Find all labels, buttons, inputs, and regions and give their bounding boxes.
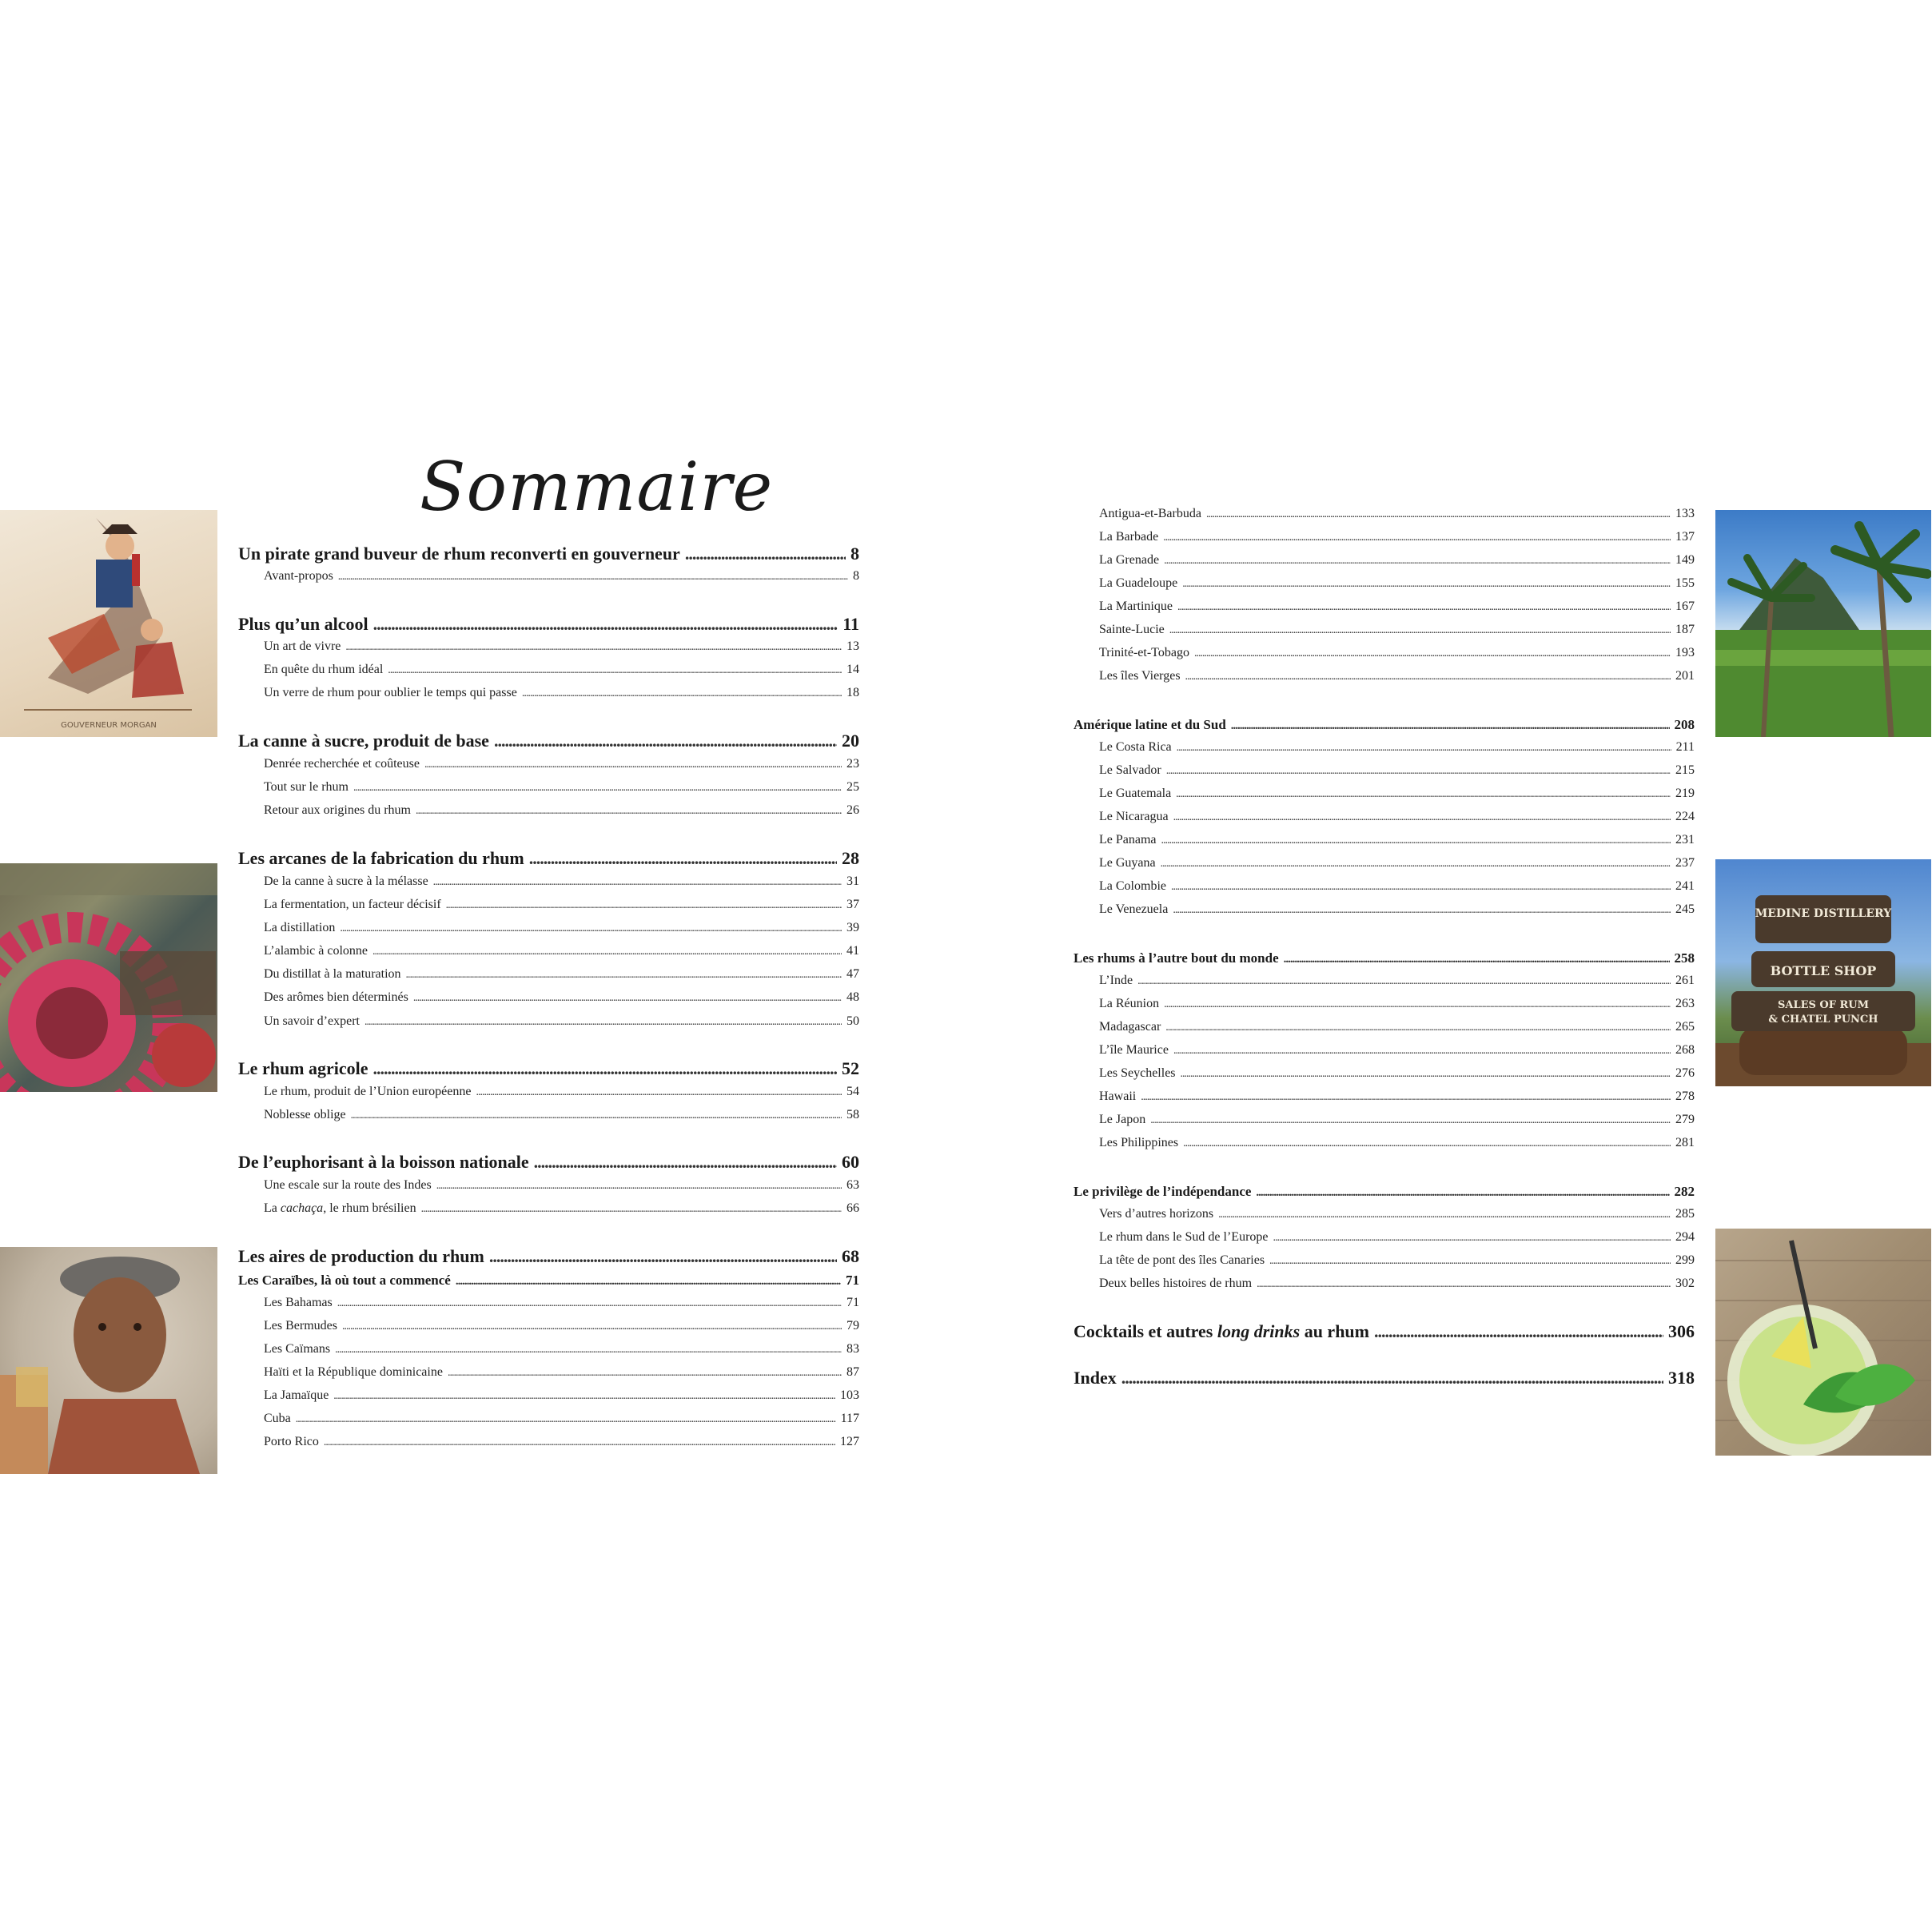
dot-leader	[1185, 671, 1671, 683]
toc-entry-label: La Colombie	[1099, 879, 1166, 893]
toc-entry	[1099, 623, 1695, 636]
toc-section-heading	[1074, 1185, 1695, 1199]
dot-leader	[388, 665, 842, 676]
toc-entry	[264, 991, 859, 1004]
toc-entry	[264, 1297, 859, 1309]
toc-entry	[264, 1202, 859, 1215]
sign-line-2: BOTTLE SHOP	[1770, 963, 1877, 978]
toc-page-number: 302	[1675, 1277, 1695, 1290]
toc-entry	[264, 1389, 859, 1402]
toc-page-number: 245	[1675, 902, 1695, 916]
toc-entry	[264, 1109, 859, 1121]
dot-leader	[1161, 858, 1671, 870]
dot-leader	[1256, 1187, 1669, 1199]
dot-leader	[1166, 766, 1671, 777]
toc-entry	[1099, 857, 1695, 870]
toc-entry-label: Cuba	[264, 1412, 291, 1425]
toc-page-number: 8	[853, 569, 859, 583]
dot-leader	[353, 783, 842, 794]
toc-entry-label: La tête de pont des îles Canaries	[1099, 1253, 1265, 1267]
dot-leader	[1169, 625, 1671, 636]
toc-page-number: 11	[843, 614, 859, 634]
toc-page-number: 281	[1675, 1136, 1695, 1149]
dot-leader	[413, 993, 842, 1004]
toc-page-number: 54	[846, 1085, 859, 1098]
toc-entry-label: La canne à sucre, produit de base	[238, 731, 489, 751]
toc-entry	[264, 781, 859, 794]
dot-leader	[373, 1060, 837, 1078]
toc-page-number: 127	[840, 1435, 859, 1448]
toc-page-number: 263	[1675, 997, 1695, 1010]
toc-entry	[264, 945, 859, 958]
toc-entry-label: La Jamaïque	[264, 1388, 329, 1402]
toc-entry-label: Un savoir d’expert	[264, 1014, 360, 1028]
toc-page-number: 26	[846, 803, 859, 817]
mojito-glass-photo	[1715, 1229, 1931, 1456]
dot-leader	[1173, 1046, 1671, 1057]
toc-entry	[1099, 1208, 1695, 1221]
toc-page-number: 50	[846, 1014, 859, 1028]
toc-entry-label: Un art de vivre	[264, 639, 341, 653]
sign-line-3: SALES OF RUM	[1777, 999, 1870, 1011]
toc-page-number: 155	[1675, 576, 1695, 590]
toc-section-heading	[238, 1153, 859, 1171]
dot-leader	[1181, 1069, 1671, 1080]
dot-leader	[433, 877, 842, 888]
toc-entry-label: Le rhum, produit de l’Union européenne	[264, 1085, 472, 1098]
toc-page-number: 133	[1675, 507, 1695, 520]
dot-leader	[489, 1248, 837, 1265]
toc-entry-label: Le Costa Rica	[1099, 740, 1172, 754]
dot-leader	[1173, 812, 1671, 823]
toc-page-number: 224	[1675, 810, 1695, 823]
toc-entry-label: De la canne à sucre à la mélasse	[264, 874, 428, 888]
dot-leader	[1182, 579, 1671, 590]
toc-label-prefix: La	[264, 1201, 281, 1215]
dot-leader	[1141, 1092, 1671, 1103]
toc-entry	[1099, 741, 1695, 754]
toc-entry	[264, 1179, 859, 1192]
dot-leader	[1121, 1369, 1663, 1387]
dot-leader	[351, 1110, 842, 1121]
toc-page-number: 60	[842, 1152, 859, 1172]
dot-leader	[1150, 1115, 1671, 1126]
toc-entry-label: Des arômes bien déterminés	[264, 990, 408, 1004]
toc-entry-label: Les Bahamas	[264, 1296, 333, 1309]
dot-leader	[421, 1204, 842, 1215]
toc-page-number: 103	[840, 1388, 859, 1402]
toc-section-heading	[238, 850, 859, 867]
toc-entry	[264, 1086, 859, 1098]
old-man-photo	[0, 1247, 217, 1474]
toc-page-number: 31	[846, 874, 859, 888]
toc-entry-label: Les Caraïbes, là où tout a commencé	[238, 1273, 451, 1288]
toc-page-number: 258	[1674, 950, 1695, 966]
toc-entry	[264, 1412, 859, 1425]
toc-page-number: 14	[846, 663, 859, 676]
dot-leader	[1161, 835, 1671, 846]
toc-label-italic: cachaça	[280, 1201, 324, 1215]
toc-entry-label: Hawaii	[1099, 1089, 1137, 1103]
dot-leader	[373, 615, 839, 633]
toc-entry	[1099, 647, 1695, 659]
toc-page-number: 237	[1675, 856, 1695, 870]
toc-page-number: 285	[1675, 1207, 1695, 1221]
toc-entry	[264, 898, 859, 911]
toc-entry-label: Antigua-et-Barbuda	[1099, 507, 1201, 520]
toc-section-heading	[1074, 1323, 1695, 1340]
toc-section-heading	[1074, 718, 1695, 732]
dot-leader	[296, 1414, 836, 1425]
toc-entry	[264, 1015, 859, 1028]
dot-leader	[340, 923, 842, 934]
dot-leader	[436, 1181, 842, 1192]
toc-section-heading	[238, 545, 859, 563]
toc-entry-label: Le Salvador	[1099, 763, 1161, 777]
toc-entry-label: Retour aux origines du rhum	[264, 803, 411, 817]
dot-leader	[1173, 905, 1671, 916]
toc-entry-label: Tout sur le rhum	[264, 780, 349, 794]
dot-leader	[534, 1153, 837, 1171]
toc-entry-label: Porto Rico	[264, 1435, 319, 1448]
toc-entry-label: Les Bermudes	[264, 1319, 337, 1332]
toc-entry-label: En quête du rhum idéal	[264, 663, 384, 676]
toc-entry	[1099, 1137, 1695, 1149]
toc-entry-label: Plus qu’un alcool	[238, 614, 368, 634]
toc-entry-label: La Martinique	[1099, 600, 1173, 613]
toc-entry	[1099, 1067, 1695, 1080]
toc-entry	[1099, 1044, 1695, 1057]
toc-page-number: 211	[1675, 740, 1695, 754]
toc-entry-label: Haïti et la République dominicaine	[264, 1365, 443, 1379]
dot-leader	[494, 732, 837, 750]
toc-entry-label: Du distillat à la maturation	[264, 967, 401, 981]
toc-entry	[1099, 880, 1695, 893]
dot-leader	[1163, 532, 1671, 544]
toc-page-number: 71	[846, 1296, 859, 1309]
toc-label-suffix: au rhum	[1300, 1321, 1369, 1341]
toc-entry-label: Les Philippines	[1099, 1136, 1179, 1149]
toc-page-number: 167	[1675, 600, 1695, 613]
toc-entry	[1099, 1090, 1695, 1103]
toc-page-number: 265	[1675, 1020, 1695, 1034]
dot-leader	[448, 1368, 842, 1379]
toc-page-number: 306	[1668, 1321, 1695, 1341]
toc-page-number: 278	[1675, 1089, 1695, 1103]
toc-entry	[1099, 600, 1695, 613]
toc-entry-label: Un pirate grand buveur de rhum reconverti en gouverneur	[238, 544, 680, 564]
toc-entry	[1099, 998, 1695, 1010]
toc-section-heading	[238, 615, 859, 633]
toc-page-number: 66	[846, 1201, 859, 1215]
toc-entry	[1099, 1021, 1695, 1034]
sign-line-1: MEDINE DISTILLERY	[1755, 907, 1892, 920]
dot-leader	[1231, 720, 1670, 732]
toc-page-number: 279	[1675, 1113, 1695, 1126]
toc-section-heading	[238, 732, 859, 750]
toc-entry	[1099, 903, 1695, 916]
toc-entry-label: Index	[1074, 1368, 1117, 1388]
dot-leader	[1164, 556, 1671, 567]
toc-entry-label: De l’euphorisant à la boisson nationale	[238, 1152, 529, 1172]
toc-entry-label: Trinité-et-Tobago	[1099, 646, 1189, 659]
toc-page-number: 18	[846, 686, 859, 699]
toc-entry-label: Une escale sur la route des Indes	[264, 1178, 432, 1192]
toc-entry-label: Le Venezuela	[1099, 902, 1169, 916]
toc-entry	[1099, 577, 1695, 590]
dot-leader	[529, 850, 837, 867]
toc-page-number: 201	[1675, 669, 1695, 683]
toc-entry-label: Les îles Vierges	[1099, 669, 1181, 683]
pirate-engraving-photo	[0, 510, 217, 737]
toc-page-number: 268	[1675, 1043, 1695, 1057]
toc-page-number: 282	[1674, 1184, 1695, 1199]
toc-entry-label: Le Guyana	[1099, 856, 1156, 870]
toc-page-number: 71	[846, 1273, 859, 1288]
toc-entry-label: Vers d’autres horizons	[1099, 1207, 1214, 1221]
toc-section-heading	[1074, 1369, 1695, 1387]
toc-entry	[264, 1320, 859, 1332]
toc-entry-label: La Guadeloupe	[1099, 576, 1178, 590]
toc-entry	[264, 804, 859, 817]
dot-leader	[522, 688, 842, 699]
toc-entry	[1099, 974, 1695, 987]
dot-leader	[338, 572, 848, 583]
toc-page-number: 87	[846, 1365, 859, 1379]
toc-page-number: 318	[1668, 1368, 1695, 1388]
toc-entry	[264, 1366, 859, 1379]
dot-leader	[1137, 976, 1671, 987]
toc-entry	[264, 663, 859, 676]
toc-entry-label	[1074, 1323, 1369, 1340]
dot-leader	[1257, 1279, 1671, 1290]
toc-entry-label: Avant-propos	[264, 569, 333, 583]
toc-section-heading	[238, 1060, 859, 1078]
toc-entry-label: La Réunion	[1099, 997, 1160, 1010]
toc-entry-label: La distillation	[264, 921, 336, 934]
toc-page-number: 47	[846, 967, 859, 981]
toc-page-number: 48	[846, 990, 859, 1004]
toc-entry-label: La Barbade	[1099, 530, 1159, 544]
dot-leader	[456, 1276, 841, 1288]
dot-leader	[1165, 1022, 1671, 1034]
toc-page-number: 28	[842, 848, 859, 868]
toc-entry-label: Un verre de rhum pour oublier le temps qui passe	[264, 686, 517, 699]
toc-entry-label: La Grenade	[1099, 553, 1160, 567]
dot-leader	[1177, 602, 1671, 613]
toc-entry	[1099, 764, 1695, 777]
dot-leader	[335, 1344, 842, 1356]
toc-section-heading	[1074, 951, 1695, 966]
dot-leader	[1218, 1209, 1671, 1221]
palm-trees-photo	[1715, 510, 1931, 737]
toc-entry	[1099, 554, 1695, 567]
toc-entry-label: Les rhums à l’autre bout du monde	[1074, 950, 1279, 966]
toc-page-number: 63	[846, 1178, 859, 1192]
dot-leader	[1269, 1256, 1671, 1267]
dot-leader	[1374, 1323, 1663, 1340]
toc-page-number: 241	[1675, 879, 1695, 893]
toc-page-number: 13	[846, 639, 859, 653]
toc-page-number: 8	[850, 544, 859, 564]
toc-entry-label: L’île Maurice	[1099, 1043, 1169, 1057]
toc-entry-label: Le Nicaragua	[1099, 810, 1169, 823]
toc-entry	[264, 758, 859, 771]
dot-leader	[345, 642, 842, 653]
dot-leader	[1284, 954, 1670, 966]
toc-label-suffix: , le rhum brésilien	[323, 1201, 416, 1215]
dot-leader	[476, 1087, 842, 1098]
dot-leader	[364, 1017, 842, 1028]
dot-leader	[424, 759, 842, 771]
toc-entry-label: Deux belles histoires de rhum	[1099, 1277, 1253, 1290]
dot-leader	[1206, 509, 1671, 520]
toc-page-number: 52	[842, 1058, 859, 1078]
dot-leader	[372, 946, 842, 958]
toc-entry	[1099, 1113, 1695, 1126]
toc-page-number: 137	[1675, 530, 1695, 544]
dot-leader	[1177, 743, 1671, 754]
dot-leader	[1273, 1233, 1671, 1244]
toc-page-number: 68	[842, 1246, 859, 1266]
toc-entry-label: L’Inde	[1099, 974, 1133, 987]
toc-entry	[1099, 1254, 1695, 1267]
toc-page-number: 37	[846, 898, 859, 911]
toc-entry	[1099, 787, 1695, 800]
toc-page-number: 58	[846, 1108, 859, 1121]
toc-entry	[1099, 834, 1695, 846]
toc-page-number: 23	[846, 757, 859, 771]
toc-page-number: 193	[1675, 646, 1695, 659]
toc-page-number: 117	[840, 1412, 859, 1425]
dot-leader	[1164, 999, 1671, 1010]
toc-page-number: 231	[1675, 833, 1695, 846]
photo-caption: GOUVERNEUR MORGAN	[61, 721, 157, 730]
toc-entry	[264, 968, 859, 981]
dot-leader	[1194, 648, 1671, 659]
toc-page-number: 41	[846, 944, 859, 958]
toc-section-heading	[238, 1273, 859, 1288]
toc-entry	[1099, 1231, 1695, 1244]
toc-page-number: 39	[846, 921, 859, 934]
toc-page-number: 215	[1675, 763, 1695, 777]
toc-entry-label	[264, 1202, 416, 1215]
toc-entry	[264, 687, 859, 699]
dot-leader	[685, 545, 846, 563]
toc-entry-label: Les arcanes de la fabrication du rhum	[238, 848, 524, 868]
toc-page-number: 149	[1675, 553, 1695, 567]
toc-entry	[264, 922, 859, 934]
toc-entry	[264, 1343, 859, 1356]
toc-entry-label: Le Japon	[1099, 1113, 1146, 1126]
dot-leader	[406, 970, 842, 981]
toc-page-number: 261	[1675, 974, 1695, 987]
toc-label-italic: long drinks	[1217, 1321, 1301, 1341]
toc-entry-label: La fermentation, un facteur décisif	[264, 898, 441, 911]
toc-entry	[1099, 811, 1695, 823]
toc-page-number: 276	[1675, 1066, 1695, 1080]
toc-entry-label: Sainte-Lucie	[1099, 623, 1165, 636]
toc-entry	[1099, 531, 1695, 544]
toc-entry-label: L’alambic à colonne	[264, 944, 368, 958]
toc-entry	[1099, 1277, 1695, 1290]
toc-entry-label: Le Panama	[1099, 833, 1157, 846]
dot-leader	[342, 1321, 842, 1332]
toc-page-number: 20	[842, 731, 859, 751]
toc-entry	[264, 640, 859, 653]
toc-entry	[1099, 670, 1695, 683]
toc-entry-label: Madagascar	[1099, 1020, 1161, 1034]
toc-page-number: 294	[1675, 1230, 1695, 1244]
dot-leader	[446, 900, 842, 911]
distillery-sign-photo	[1715, 859, 1931, 1086]
toc-entry-label: Noblesse oblige	[264, 1108, 346, 1121]
toc-entry-label: Amérique latine et du Sud	[1074, 717, 1226, 732]
toc-page-number: 299	[1675, 1253, 1695, 1267]
toc-page-number: 219	[1675, 787, 1695, 800]
toc-entry	[264, 1436, 859, 1448]
dot-leader	[416, 806, 842, 817]
dot-leader	[324, 1437, 835, 1448]
toc-entry	[1099, 508, 1695, 520]
toc-entry-label: Les Caïmans	[264, 1342, 331, 1356]
sign-line-4: & CHATEL PUNCH	[1768, 1014, 1878, 1026]
toc-entry-label: Les aires de production du rhum	[238, 1246, 484, 1266]
dot-leader	[1171, 882, 1671, 893]
toc-page-number: 25	[846, 780, 859, 794]
sugar-mill-gears-photo	[0, 863, 217, 1092]
toc-label-prefix: Cocktails et autres	[1074, 1321, 1217, 1341]
toc-page-number: 208	[1674, 717, 1695, 732]
toc-section-heading	[238, 1248, 859, 1265]
toc-entry-label: Le rhum dans le Sud de l’Europe	[1099, 1230, 1269, 1244]
toc-entry-label: Denrée recherchée et coûteuse	[264, 757, 420, 771]
dot-leader	[1176, 789, 1671, 800]
toc-entry-label: Les Seychelles	[1099, 1066, 1176, 1080]
dot-leader	[337, 1298, 842, 1309]
toc-page-number: 83	[846, 1342, 859, 1356]
dot-leader	[1183, 1138, 1671, 1149]
toc-entry-label: Le rhum agricole	[238, 1058, 368, 1078]
dot-leader	[333, 1391, 835, 1402]
toc-entry-label: Le Guatemala	[1099, 787, 1172, 800]
toc-page-number: 79	[846, 1319, 859, 1332]
toc-entry-label: Le privilège de l’indépendance	[1074, 1184, 1252, 1199]
page-title: Sommaire	[420, 448, 774, 526]
toc-entry	[264, 570, 859, 583]
toc-page-number: 187	[1675, 623, 1695, 636]
toc-entry	[264, 875, 859, 888]
